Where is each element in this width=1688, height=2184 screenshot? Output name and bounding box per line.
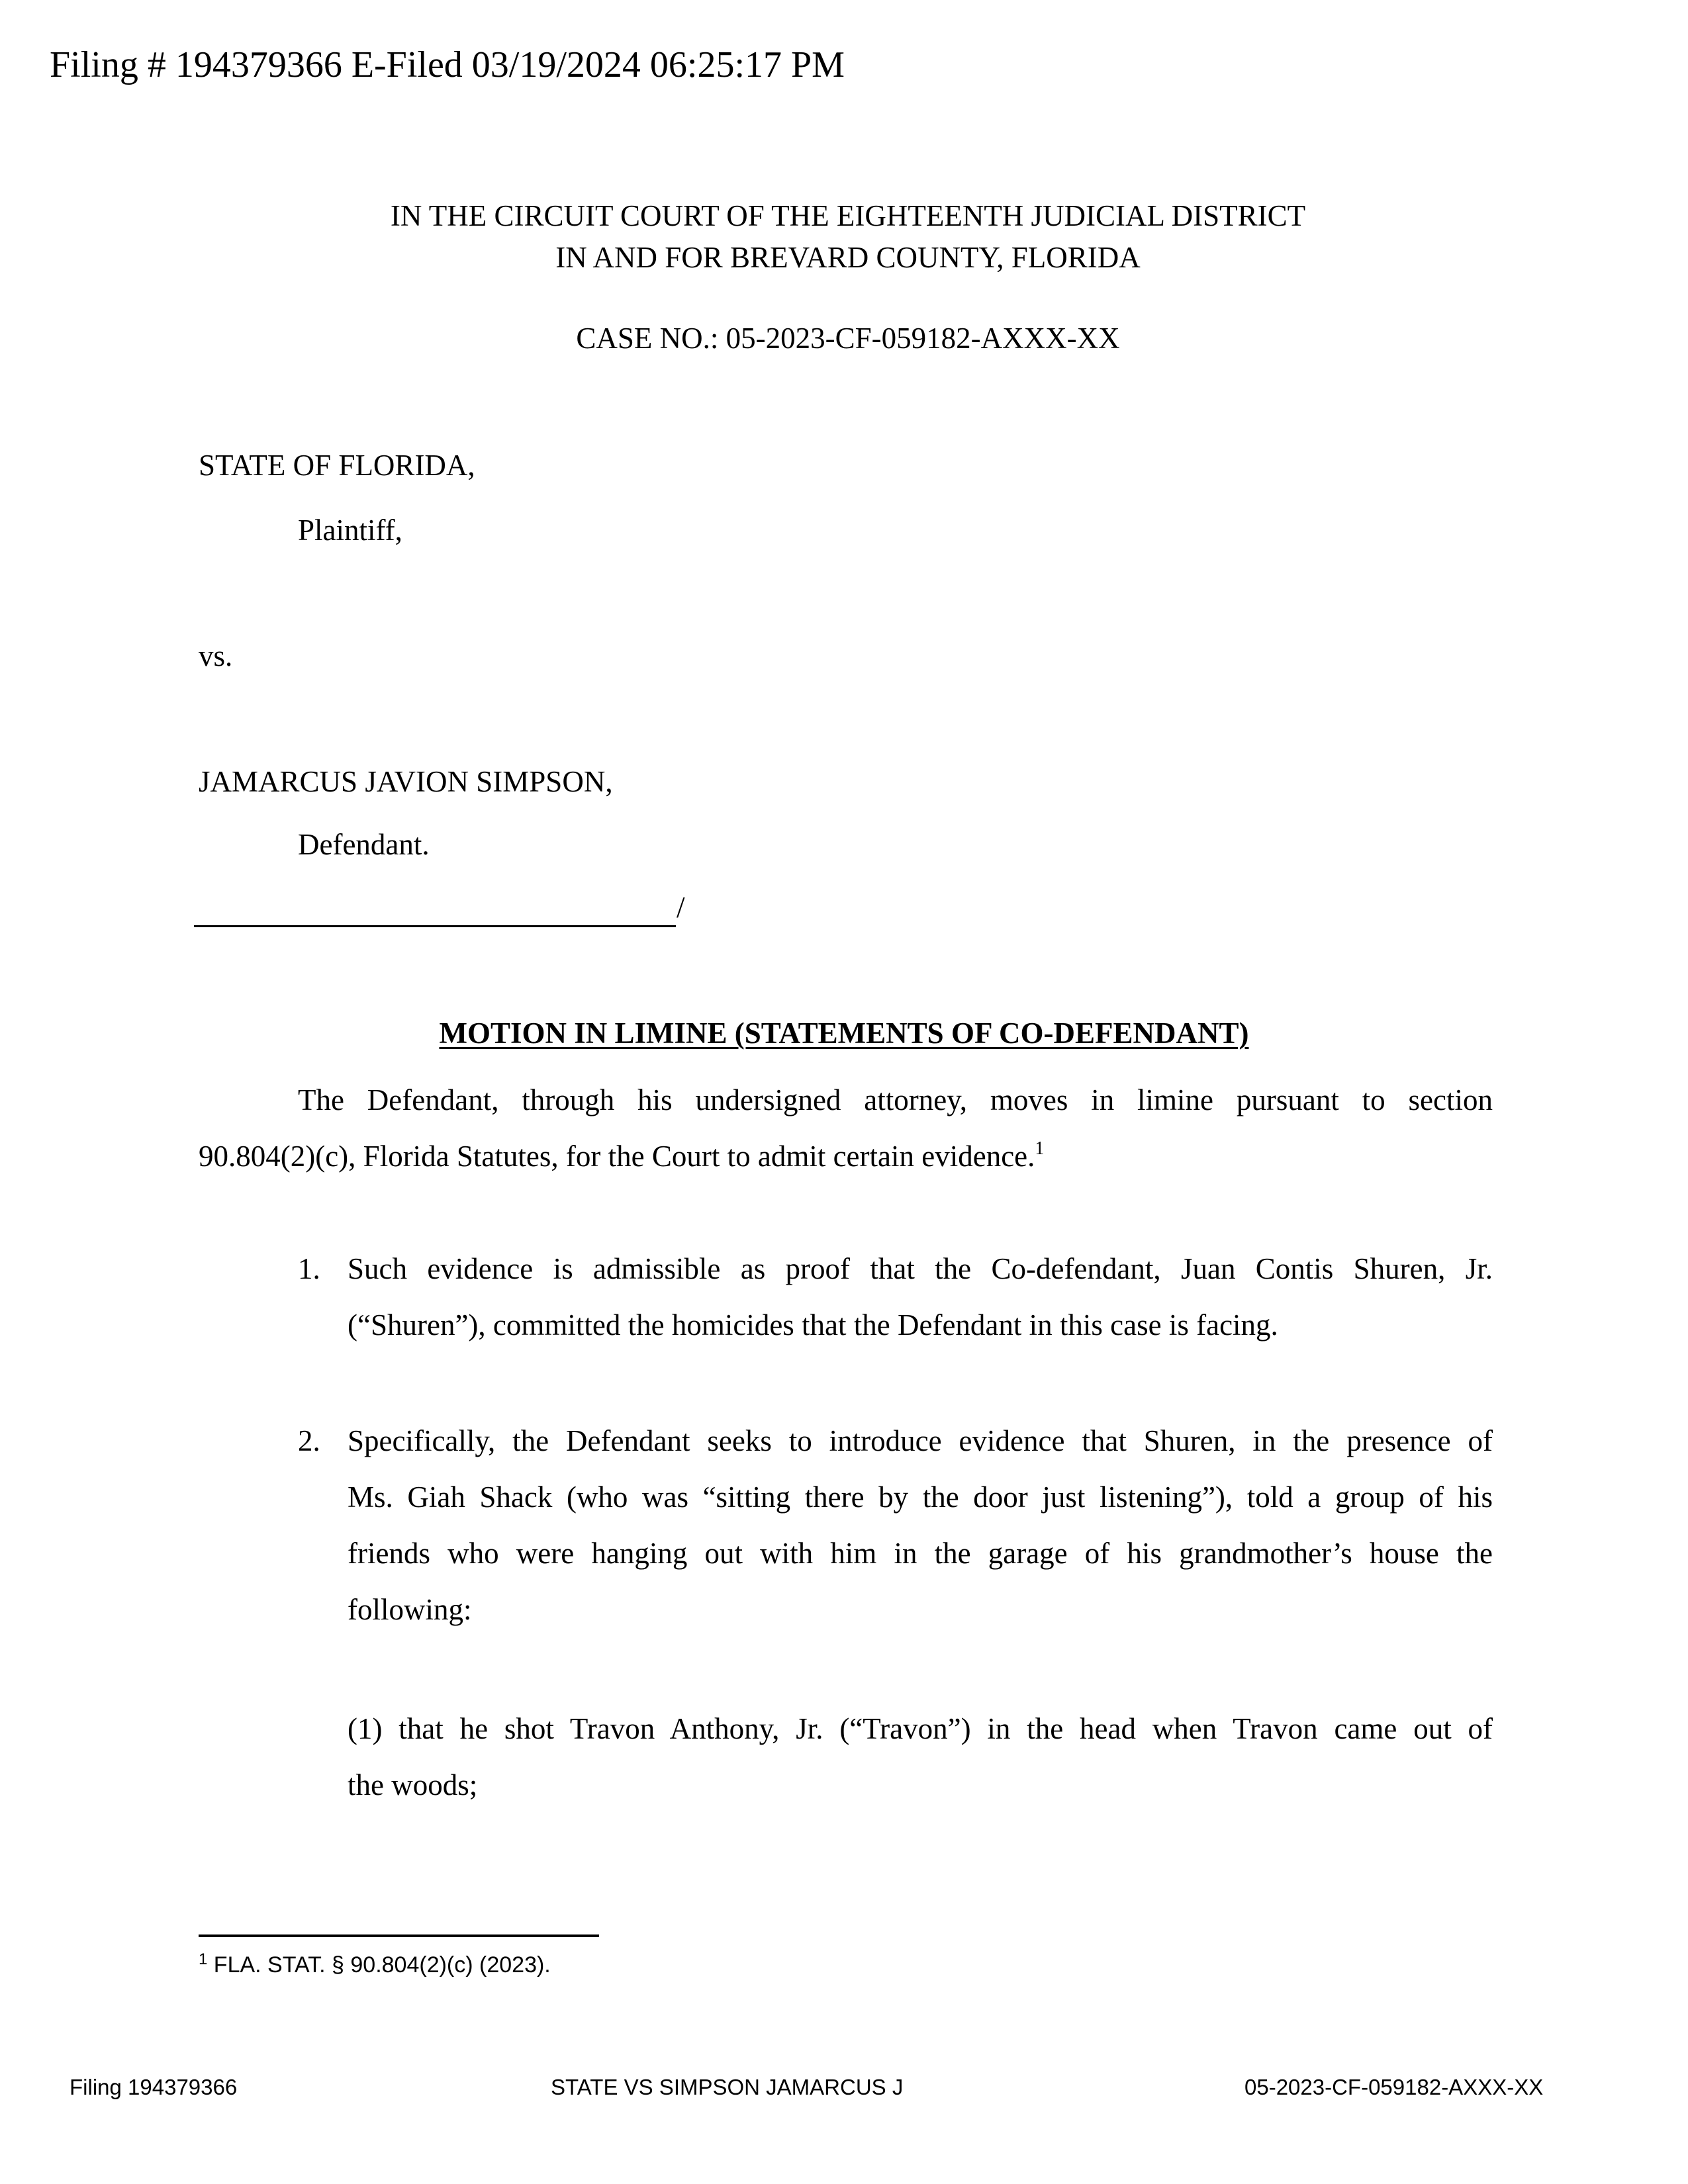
- case-number: CASE NO.: 05-2023-CF-059182-AXXX-XX: [576, 322, 1120, 355]
- item-1-line-1: Such evidence is admissible as proof that the Co-defendant, Juan Contis Shuren, Jr.: [348, 1252, 1493, 1285]
- motion-title: MOTION IN LIMINE (STATEMENTS OF CO-DEFENDANT): [439, 1017, 1249, 1050]
- footnote-reference[interactable]: 1: [1035, 1138, 1045, 1159]
- item-1-line-2: (“Shuren”), committed the homicides that the Defendant in this case is facing.: [348, 1308, 1278, 1342]
- caption-rule-slash: /: [677, 891, 685, 924]
- footer-case-style: STATE VS SIMPSON JAMARCUS J: [551, 2075, 904, 2099]
- item-2-line-3: friends who were hanging out with him in the garage of his grandmother’s house the: [348, 1537, 1493, 1570]
- numbered-item-2: [348, 1413, 1493, 1638]
- subitem-1-line-2: the woods;: [348, 1768, 478, 1801]
- caption-signature-rule: [194, 925, 676, 927]
- item-2-line-1: Specifically, the Defendant seeks to introduce evidence that Shuren, in the presence of: [348, 1424, 1493, 1457]
- intro-line-2: [199, 1128, 1493, 1185]
- numbered-item-1: [348, 1241, 1493, 1353]
- footnote-number: 1: [199, 1950, 208, 1968]
- intro-line-1: The Defendant, through his undersigned attorney, moves in limine pursuant to section: [298, 1083, 1493, 1116]
- intro-paragraph: [199, 1072, 1493, 1185]
- footer-case-number: 05-2023-CF-059182-AXXX-XX: [1244, 2075, 1544, 2099]
- item-2-line-2: Ms. Giah Shack (who was “sitting there by the door just listening”), told a group of his: [348, 1480, 1493, 1514]
- versus-label: vs.: [199, 639, 233, 672]
- item-2-line-4: following:: [348, 1593, 472, 1626]
- sub-item-1: [348, 1701, 1493, 1813]
- efiling-stamp: Filing # 194379366 E-Filed 03/19/2024 06:25:17 PM: [50, 44, 845, 85]
- intro-line-2-text: 90.804(2)(c), Florida Statutes, for the Court to admit certain evidence.: [199, 1140, 1035, 1173]
- court-name-line-1: IN THE CIRCUIT COURT OF THE EIGHTEENTH JUDICIAL DISTRICT: [390, 199, 1306, 232]
- footnote-separator: [199, 1934, 599, 1937]
- court-name-line-2: IN AND FOR BREVARD COUNTY, FLORIDA: [555, 241, 1141, 274]
- subitem-1-line-1: (1) that he shot Travon Anthony, Jr. (“Travon”) in the head when Travon came out of: [348, 1712, 1493, 1745]
- item-number-2: 2.: [298, 1424, 320, 1457]
- plaintiff-name: STATE OF FLORIDA,: [199, 449, 475, 482]
- plaintiff-role: Plaintiff,: [298, 514, 402, 547]
- footnote-text: FLA. STAT. § 90.804(2)(c) (2023).: [207, 1952, 551, 1978]
- defendant-role: Defendant.: [298, 828, 430, 861]
- item-number-1: 1.: [298, 1252, 320, 1285]
- footer-filing-number: Filing 194379366: [70, 2075, 238, 2099]
- defendant-name: JAMARCUS JAVION SIMPSON,: [199, 765, 613, 798]
- footnote-1: [199, 1952, 551, 1978]
